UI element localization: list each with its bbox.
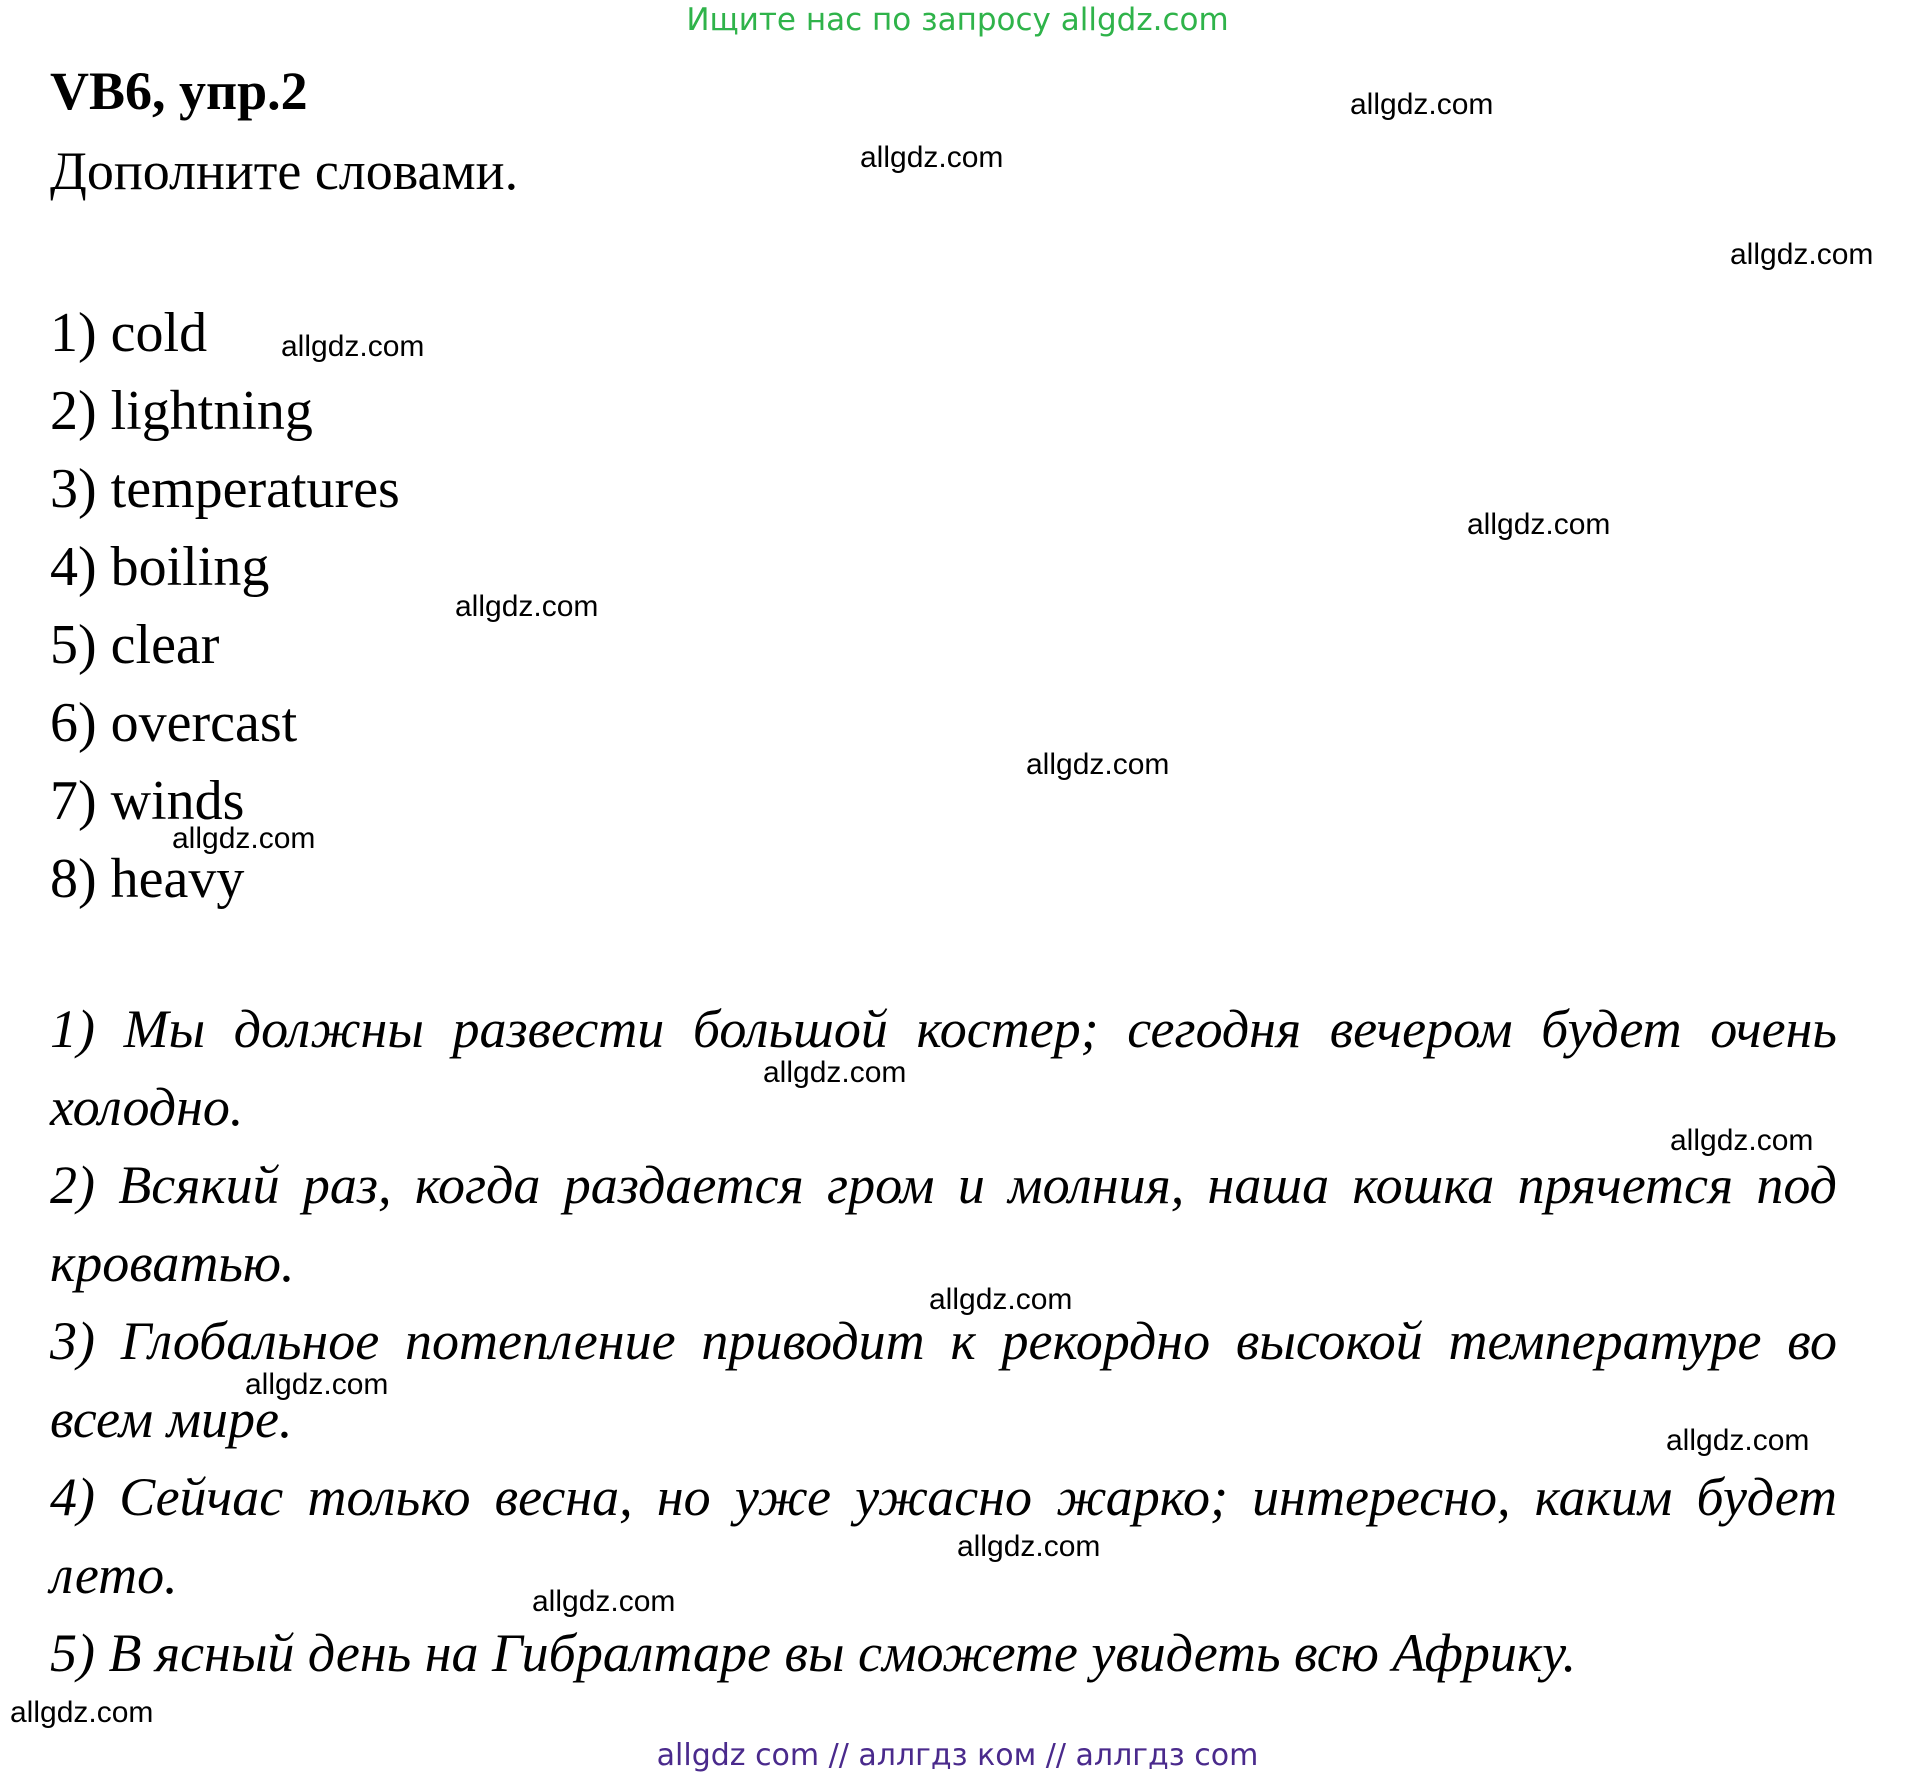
answer-item: 6) overcast	[50, 692, 298, 754]
watermark: allgdz.com	[763, 1056, 907, 1089]
watermark: allgdz.com	[281, 330, 425, 363]
answer-item: 5) clear	[50, 614, 220, 676]
watermark: allgdz.com	[245, 1368, 389, 1401]
watermark: allgdz.com	[929, 1283, 1073, 1316]
watermark: allgdz.com	[455, 590, 599, 623]
watermark: allgdz.com	[1730, 238, 1874, 271]
answer-item: 4) boiling	[50, 536, 270, 598]
translation-item: 2) Всякий раз, когда раздается гром и молния, наша кошка прячется под кроватью.	[50, 1155, 1837, 1293]
translation-item: 3) Глобальное потепление приводит к рекордно высокой температуре во всем мире.	[50, 1311, 1837, 1449]
top-banner[interactable]: Ищите нас по запросу allgdz.com	[686, 2, 1229, 38]
watermark: allgdz.com	[172, 822, 316, 855]
exercise-instruction: Дополните словами.	[50, 141, 519, 201]
watermark: allgdz.com	[957, 1530, 1101, 1563]
watermark: allgdz.com	[860, 141, 1004, 174]
watermark: allgdz.com	[1467, 508, 1611, 541]
translation-item: 4) Сейчас только весна, но уже ужасно жарко; интересно, каким будет лето.	[50, 1467, 1837, 1605]
answer-item: 8) heavy	[50, 848, 245, 910]
bottom-banner[interactable]: allgdz com // аллгдз ком // аллгдз com	[656, 1738, 1259, 1773]
watermark: allgdz.com	[1350, 88, 1494, 121]
exercise-title: VB6, упр.2	[50, 61, 308, 121]
watermark: allgdz.com	[10, 1696, 154, 1729]
watermark: allgdz.com	[532, 1585, 676, 1618]
watermark: allgdz.com	[1666, 1424, 1810, 1457]
translation-item: 5) В ясный день на Гибралтаре вы сможете увидеть всю Африку.	[50, 1623, 1577, 1683]
answer-item: 2) lightning	[50, 380, 313, 442]
translation-item: 1) Мы должны развести большой костер; сегодня вечером будет очень холодно.	[50, 999, 1837, 1137]
watermark: allgdz.com	[1670, 1124, 1814, 1157]
translation-list	[50, 990, 1837, 1692]
answer-item: 1) cold	[50, 302, 208, 364]
answer-item: 7) winds	[50, 770, 245, 832]
watermark: allgdz.com	[1026, 748, 1170, 781]
answer-item: 3) temperatures	[50, 458, 400, 520]
